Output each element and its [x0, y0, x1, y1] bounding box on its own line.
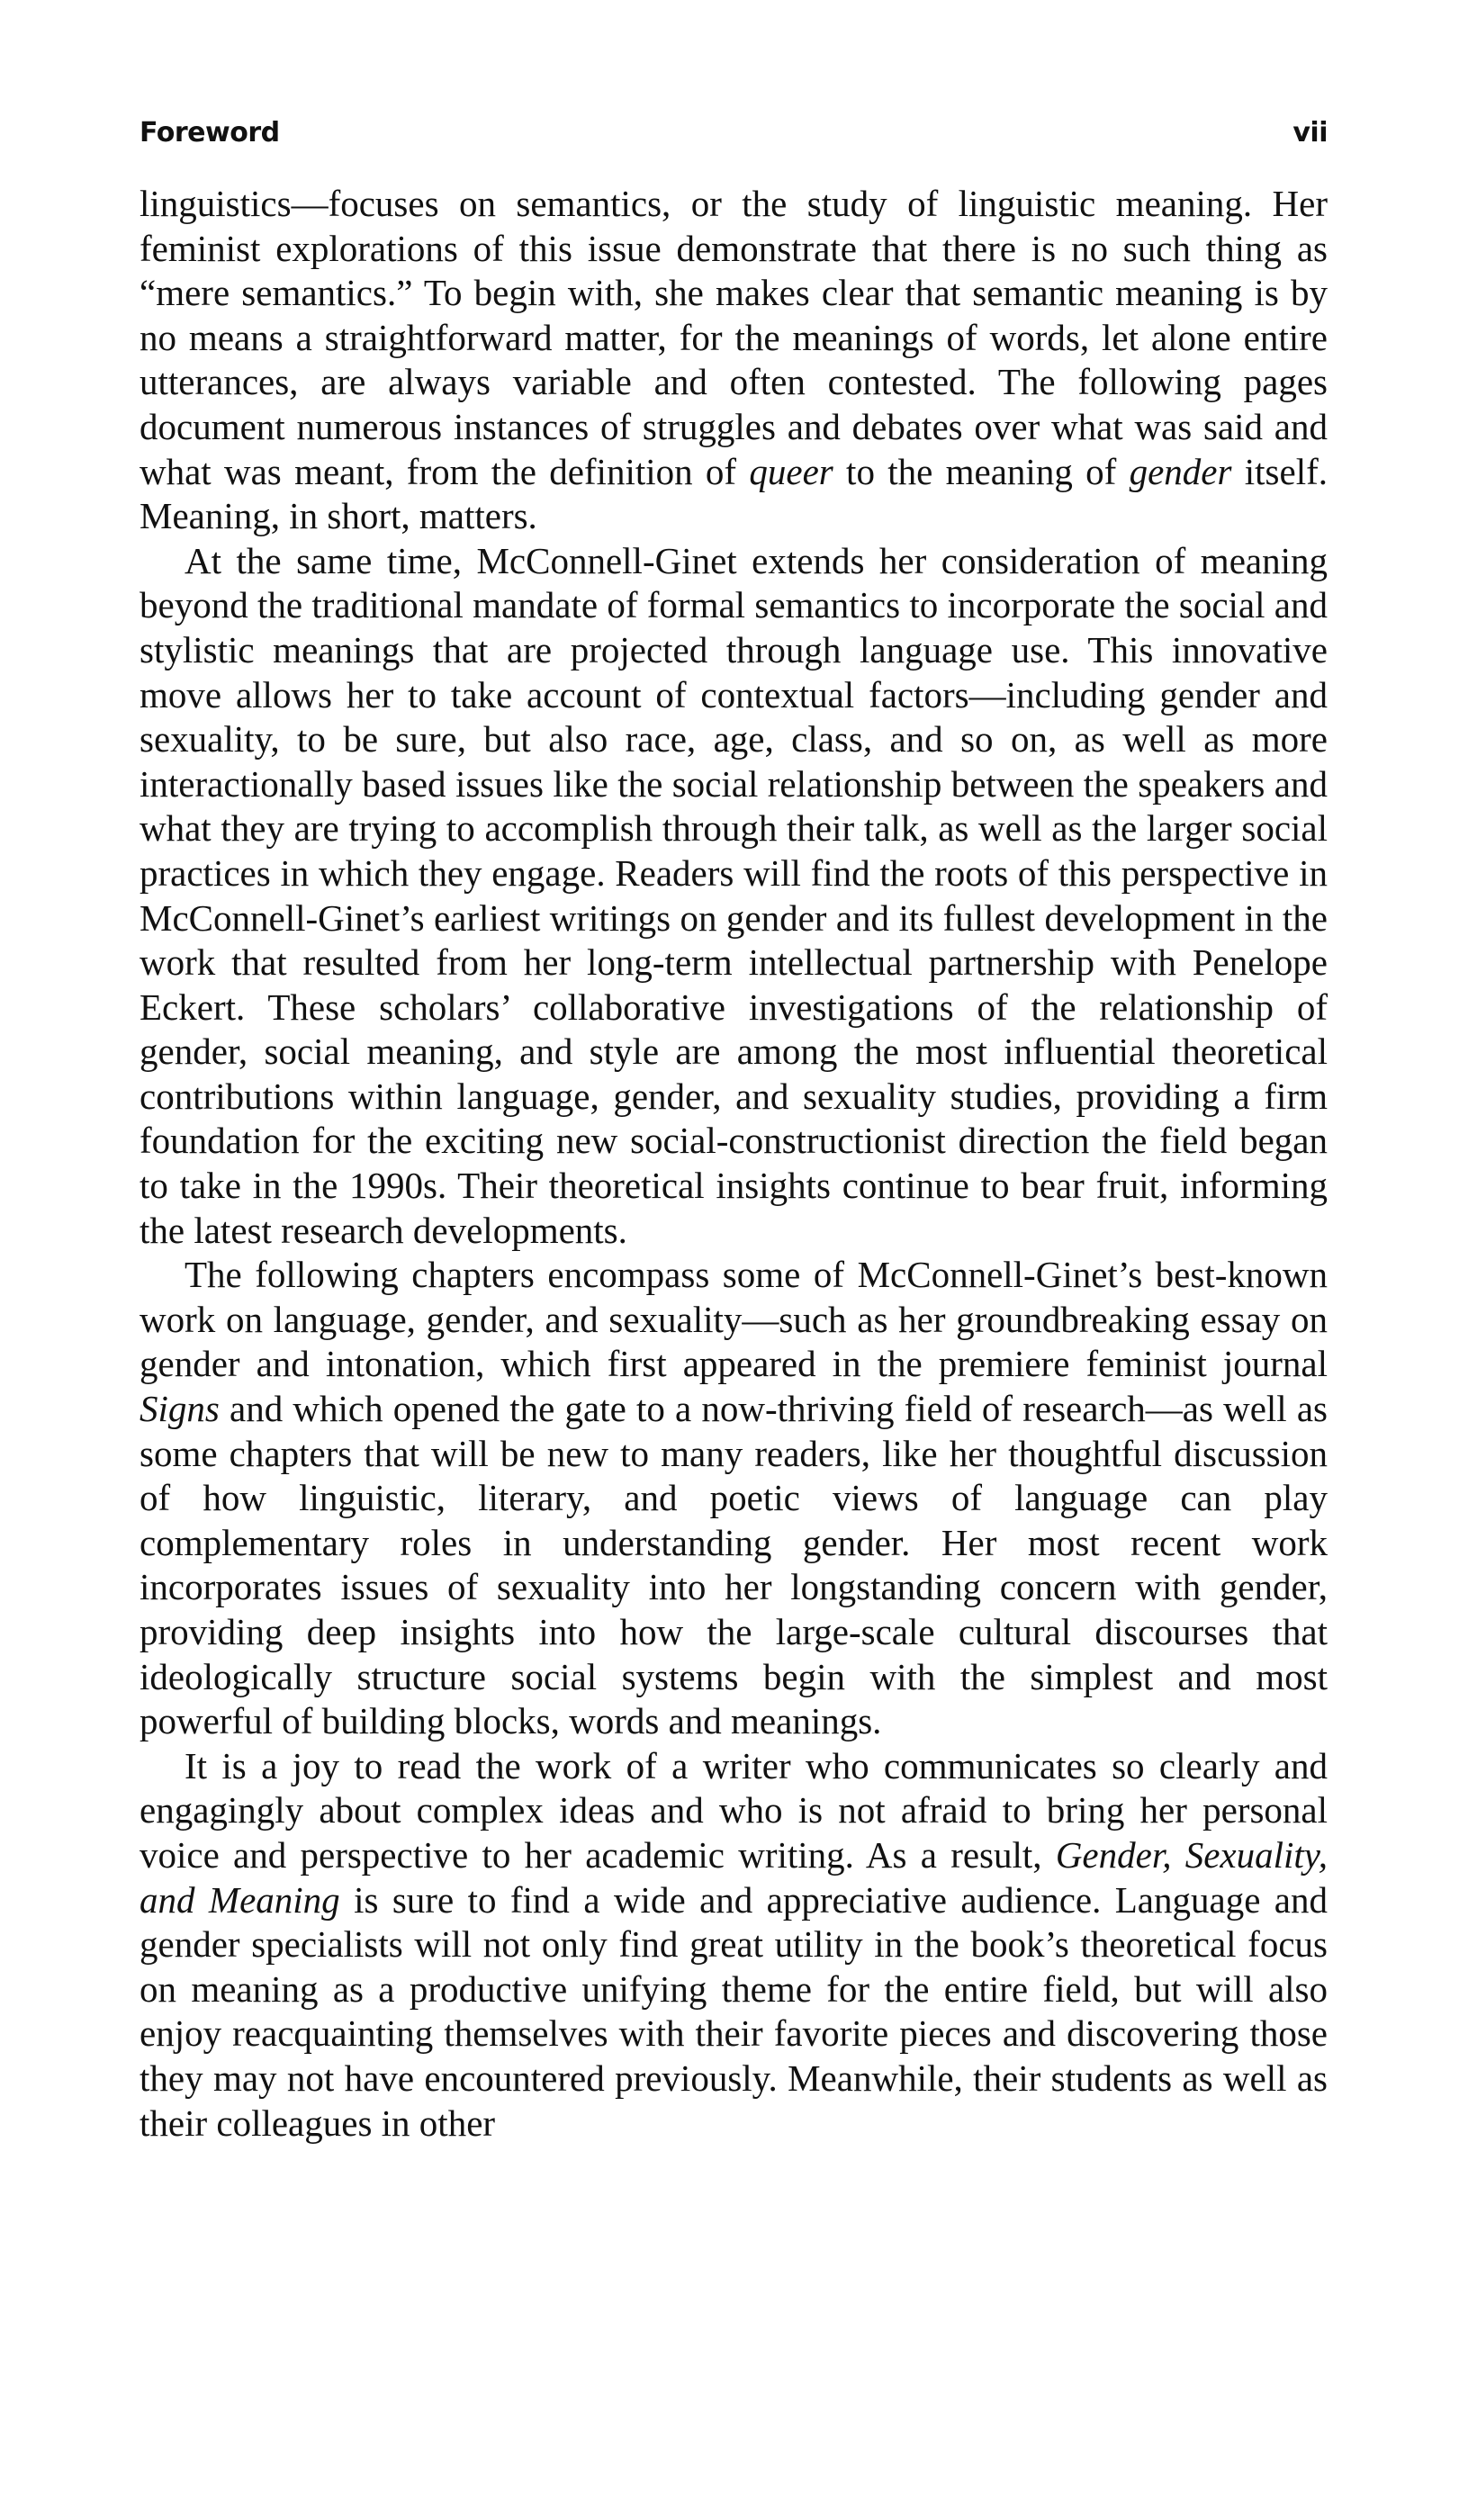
paragraph-3	[140, 1253, 1328, 1744]
italic-journal-title: Signs	[140, 1388, 220, 1430]
paragraph-text: is sure to find a wide and appreciative audience. Language and gender specialists will not only find great utility in the book’s theoretical focus on meaning as a productive unifying theme for the entire field, but will also enjoy reacquainting themselves with their favorite pieces and discovering those they may not have encountered previously. Meanwhile, their students as well as their colleagues in other	[140, 1878, 1328, 2144]
body-text	[140, 182, 1328, 2146]
paragraph-text: and which opened the gate to a now-thriving field of research—as well as some chapters that will be new to many readers, like her thoughtful discussion of how linguistic, literary, and poetic views of language can play complementary roles in understanding gender. Her most recent work incorporates issues of sexuality into her longstanding concern with gender, providing deep insights into how the large-scale cultural discourses that ideologically structure social systems begin with the simplest and most powerful of building blocks, words and meanings.	[140, 1388, 1328, 1742]
paragraph-2	[140, 539, 1328, 1254]
italic-book-title: Gender, Sexuality, and Meaning	[140, 1833, 1328, 1921]
book-page	[140, 117, 1328, 2146]
italic-term-gender: gender	[1129, 450, 1232, 492]
paragraph-1	[140, 182, 1328, 539]
section-title: Foreword	[140, 117, 280, 148]
paragraph-text: itself. Meaning, in short, matters.	[140, 450, 1328, 537]
paragraph-text: At the same time, McConnell-Ginet extends her consideration of meaning beyond the traditional mandate of formal semantics to incorporate the social and stylistic meanings that are projected through language use. This innovative move allows her to take account of contextual factors—including gender and sexuality, to be sure, but also race, age, class, and so on, as well as more interactionally based issues like the social relationship between the speakers and what they are trying to accomplish through their talk, as well as the larger social practices in which they engage. Readers will find the roots of this perspective in McConnell-Ginet’s earliest writings on gender and its fullest development in the work that resulted from her long-term intellectual partnership with Penelope Eckert. These scholars’ collaborative investigations of the relationship of gender, social meaning, and style are among the most influential theoretical contributions within language, gender, and sexuality studies, providing a firm foundation for the exciting new social-constructionist direction the field began to take in the 1990s. Their theoretical insights continue to bear fruit, informing the latest research developments.	[140, 539, 1328, 1251]
italic-term-queer: queer	[749, 450, 833, 492]
paragraph-text: It is a joy to read the work of a writer who communicates so clearly and engagingly about complex ideas and who is not afraid to bring her personal voice and perspective to her academic writing. As a result,	[140, 1744, 1328, 1876]
paragraph-text: linguistics—focuses on semantics, or the study of linguistic meaning. Her feminist explorations of this issue demonstrate that there is no such thing as “mere semantics.” To begin with, she makes clear that semantic meaning is by no means a straightforward matter, for the meanings of words, let alone entire utterances, are always variable and often contested. The following pages document numerous instances of struggles and debates over what was said and what was meant, from the definition of	[140, 183, 1328, 492]
running-head	[140, 117, 1328, 162]
paragraph-text: to the meaning of	[833, 450, 1130, 492]
page-number: vii	[1292, 117, 1328, 148]
paragraph-text: The following chapters encompass some of McConnell-Ginet’s best-known work on language, gender, and sexuality—such as her groundbreaking essay on gender and intonation, which first appeared in the premiere feminist journal	[140, 1254, 1328, 1385]
paragraph-4	[140, 1744, 1328, 2146]
